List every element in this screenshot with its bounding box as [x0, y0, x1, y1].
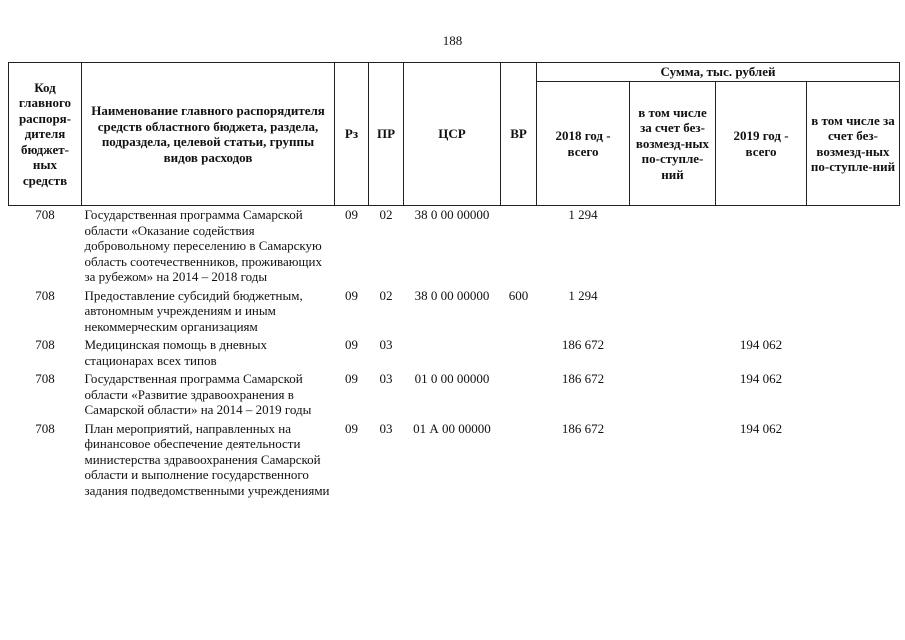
cell-2018-total: 1 294	[568, 287, 598, 303]
cell-2019-free	[807, 421, 900, 502]
cell-2018-total: 186 672	[561, 371, 605, 386]
header-rz: Рз	[335, 63, 369, 206]
cell-2019-free	[807, 337, 900, 371]
cell-2019-total: 194 062	[739, 420, 783, 436]
budget-table	[8, 62, 900, 501]
header-2018-free: в том числе за счет без-возмезд-ных по-ступле-ний	[630, 82, 716, 206]
table-header	[9, 63, 900, 206]
header-2018-total: 2018 год - всего	[537, 82, 630, 206]
header-vr: ВР	[501, 63, 537, 206]
header-2019-total: 2019 год - всего	[716, 82, 807, 206]
header-2019-free: в том числе за счет без-возмезд-ных по-ступле-ний	[807, 82, 900, 206]
cell-code: 708	[35, 420, 55, 436]
cell-2018-free	[630, 371, 716, 421]
table-row	[9, 421, 900, 502]
cell-2019-free	[807, 371, 900, 421]
cell-code: 708	[35, 371, 55, 386]
cell-pr: 03	[379, 420, 393, 436]
cell-name: Государственная программа Самарской области «Развитие здравоохранения в Самарской области» на 2014 – 2019 годы	[84, 371, 312, 417]
cell-2019-total	[716, 206, 807, 288]
cell-name: Предоставление субсидий бюджетным, автономным учреждениям и иным некоммерческим организациям	[84, 287, 303, 334]
header-code: Код главного распоря-дителя бюджет-ных средств	[9, 63, 82, 206]
cell-csr: 38 0 00 00000	[414, 207, 490, 222]
cell-pr: 02	[379, 287, 393, 303]
cell-2019-free	[807, 288, 900, 338]
header-sum: Сумма, тыс. рублей	[537, 63, 900, 82]
cell-2018-free	[630, 206, 716, 288]
cell-2018-total: 1 294	[568, 207, 598, 222]
cell-2018-free	[630, 421, 716, 502]
cell-rz: 09	[345, 207, 358, 222]
cell-vr	[501, 371, 537, 421]
cell-2018-free	[630, 288, 716, 338]
cell-vr	[501, 421, 537, 502]
cell-pr: 03	[379, 337, 393, 352]
cell-vr	[501, 206, 537, 288]
cell-name: План мероприятий, направленных на финансовое обеспечение деятельности министерства здравоохранения Самарской области и выполнение государственного задания подведомственными учреждениями	[84, 420, 330, 498]
table-row	[9, 371, 900, 421]
header-name: Наименование главного распорядителя средств областного бюджета, раздела, подраздела, целевой статьи, группы видов расходов	[82, 63, 335, 206]
cell-rz: 09	[345, 337, 358, 352]
cell-code: 708	[35, 337, 55, 352]
cell-2019-total: 194 062	[739, 371, 783, 386]
cell-code: 708	[35, 287, 55, 303]
cell-2019-total: 194 062	[739, 337, 783, 352]
header-csr: ЦСР	[404, 63, 501, 206]
cell-vr: 600	[508, 287, 529, 303]
page-number: 188	[442, 33, 463, 48]
header-pr: ПР	[369, 63, 404, 206]
cell-code: 708	[35, 207, 55, 222]
cell-2019-total	[716, 288, 807, 338]
cell-rz: 09	[345, 420, 358, 436]
cell-vr	[501, 337, 537, 371]
table-body	[9, 206, 900, 502]
table-row	[9, 288, 900, 338]
cell-csr: 01 0 00 00000	[414, 371, 490, 386]
cell-name: Государственная программа Самарской области «Оказание содействия добровольному переселению в Самарскую область соотечественников, проживающих за рубежом» на 2014 – 2018 годы	[84, 207, 322, 284]
cell-2018-total: 186 672	[561, 337, 605, 352]
cell-csr: 01 А 00 00000	[413, 420, 491, 436]
cell-pr: 03	[379, 371, 393, 386]
cell-name: Медицинская помощь в дневных стационарах всех типов	[84, 337, 268, 368]
cell-csr: 38 0 00 00000	[414, 287, 490, 303]
table-row	[9, 206, 900, 288]
table-row	[9, 337, 900, 371]
cell-2019-free	[807, 206, 900, 288]
cell-2018-total: 186 672	[561, 420, 605, 436]
cell-2018-free	[630, 337, 716, 371]
cell-csr	[404, 337, 501, 371]
cell-rz: 09	[345, 287, 358, 303]
cell-rz: 09	[345, 371, 358, 386]
cell-pr: 02	[379, 207, 393, 222]
